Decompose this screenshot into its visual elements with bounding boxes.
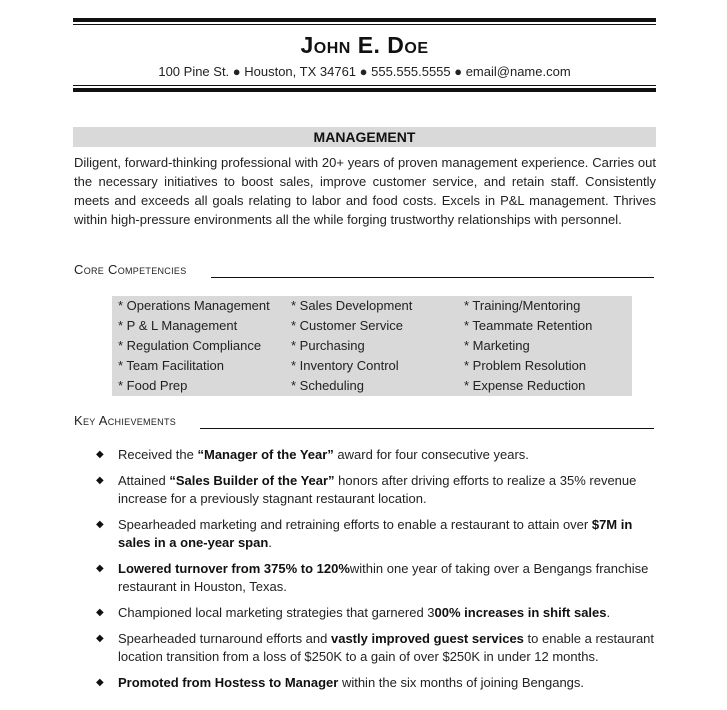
header-rule-thin [73,85,656,86]
competency-item: * Operations Management [118,298,270,313]
competency-item: * Teammate Retention [464,318,593,333]
achievement-highlight: Promoted from Hostess to Manager [118,675,339,690]
achievement-text: honors after driving efforts to realize a 35% revenue increase for a previously stagnant restaurant location. [118,473,637,506]
achievement-text: Spearheaded turnaround efforts and [118,631,331,646]
achievement-item [95,604,657,622]
achievement-highlight: “Manager of the Year” [197,447,334,462]
achievement-highlight: Lowered turnover from 375% to 120% [118,561,350,576]
achievement-text: Spearheaded marketing and retraining efforts to enable a restaurant to attain over [118,517,592,532]
diamond-bullet-icon: ◆ [96,607,104,618]
competency-item: * Inventory Control [291,358,399,373]
summary-text: Diligent, forward-thinking professional with 20+ years of proven management experience. Carries out the necessary initiatives to boost sales, improve customer service, and retain staff. Consistently meets and exceeds all goals relating to labor and food costs. Excels in P&L management. Thrives within high-pressure environments all the while forging trustworthy relationships with personnel. [74,155,656,227]
achievement-item [95,446,657,464]
achievement-text: within one year of taking over a Bengangs franchise restaurant in Houston, Texas. [118,561,649,594]
competency-item: * Food Prep [118,378,188,393]
achievement-highlight: $7M in sales in a one-year span [118,517,633,550]
achievement-text: award for four consecutive years. [333,447,529,462]
competency-item: * P & L Management [118,318,238,333]
diamond-bullet-icon: ◆ [96,563,104,574]
competencies-heading: Core Competencies [74,262,187,277]
achievement-item [95,560,657,596]
achievement-text: Championed local marketing strategies that garnered 3 [118,605,435,620]
competency-item: * Training/Mentoring [464,298,581,313]
achievements-underline [200,428,654,429]
achievement-item [95,472,657,508]
candidate-name: John E. Doe [300,32,429,58]
achievement-item [95,516,657,552]
competency-item: * Customer Service [291,318,403,333]
competency-item: * Sales Development [291,298,413,313]
competency-column [118,296,270,396]
diamond-bullet-icon: ◆ [96,633,104,644]
diamond-bullet-icon: ◆ [96,475,104,486]
achievement-text: to enable a restaurant location transition from a loss of $250K to a gain of over $250K in under 12 months. [118,631,655,664]
competency-item: * Problem Resolution [464,358,587,373]
competency-column [464,296,592,396]
competencies-underline [211,277,654,278]
competency-item: * Purchasing [291,338,365,353]
achievements-list [95,446,657,692]
achievement-text: . [606,605,611,620]
competency-item: * Regulation Compliance [118,338,262,353]
competency-item: * Team Facilitation [118,358,224,373]
achievement-text: within the six months of joining Bengangs. [338,675,585,690]
achievement-text: Received the [118,447,198,462]
achievement-highlight: vastly improved guest services [330,631,524,646]
competencies-box [112,296,632,396]
achievement-highlight: 00% increases in shift sales [434,605,607,620]
header-rule [73,88,656,92]
competency-item: * Expense Reduction [464,378,586,393]
top-rule [73,18,656,22]
summary-title: MANAGEMENT [73,127,656,147]
achievement-item [95,630,657,666]
competency-item: * Scheduling [291,378,364,393]
achievement-item [95,674,657,692]
diamond-bullet-icon: ◆ [96,449,104,460]
achievement-highlight: “Sales Builder of the Year” [169,473,335,488]
top-rule-thin [73,24,656,25]
diamond-bullet-icon: ◆ [96,677,104,688]
competency-item: * Marketing [464,338,530,353]
contact-line: 100 Pine St. ● Houston, TX 34761 ● 555.555.5555 ● email@name.com [158,64,571,79]
achievements-heading: Key Achievements [74,413,177,428]
achievement-text: . [268,535,272,550]
diamond-bullet-icon: ◆ [96,519,104,530]
competency-column [291,296,412,396]
achievement-text: Attained [118,473,170,488]
